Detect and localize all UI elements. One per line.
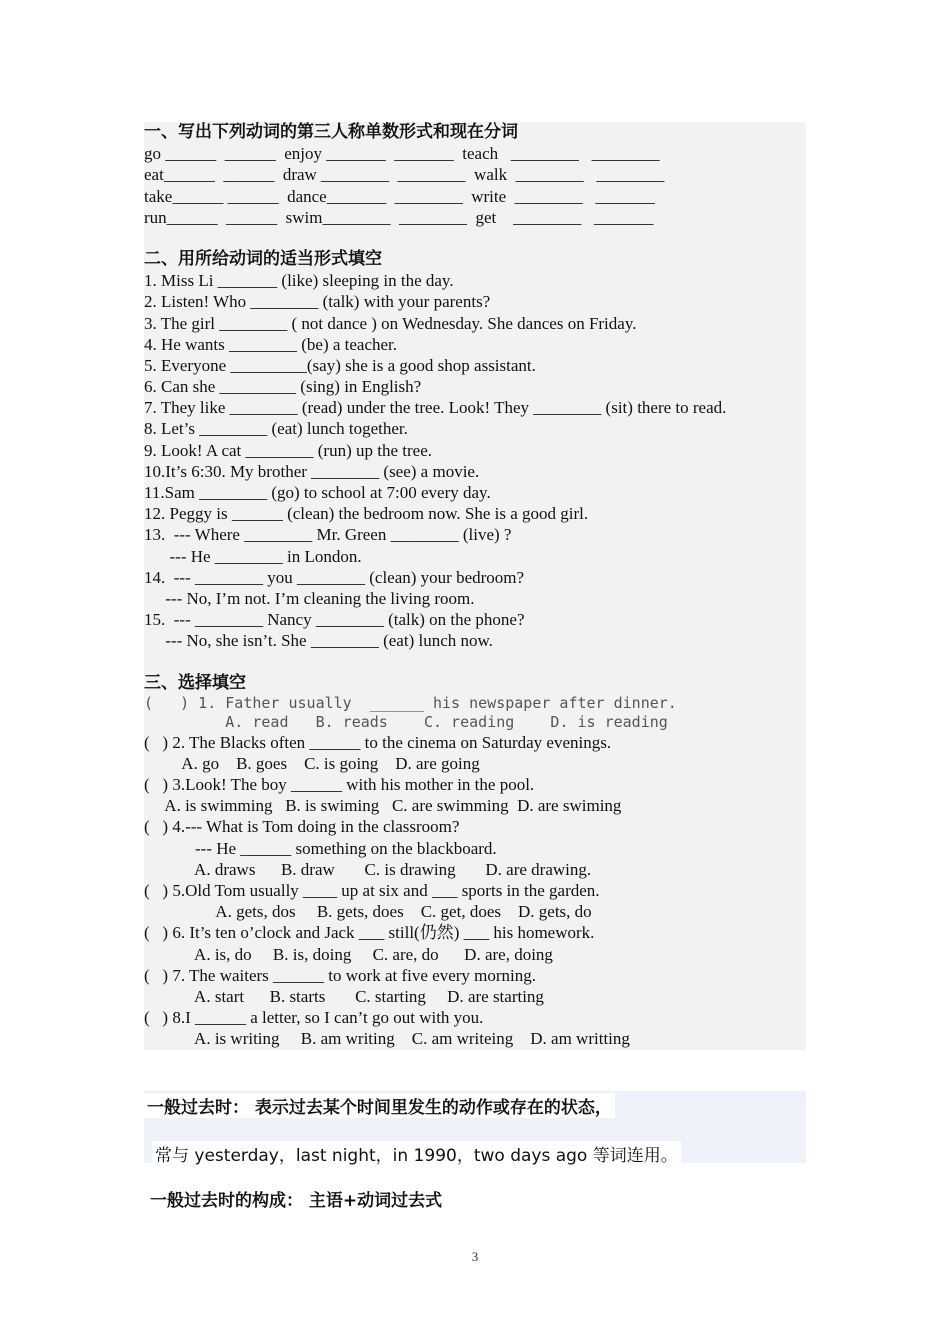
- question-line: ( ) 3.Look! The boy ______ with his mother in the pool.: [144, 775, 535, 795]
- verb-row: run______ ______ swim________ ________ get ________ _______: [144, 207, 654, 227]
- exercise-line: 2. Listen! Who ________ (talk) with your parents?: [144, 292, 491, 312]
- exercise-line: 5. Everyone _________(say) she is a good shop assistant.: [144, 355, 536, 375]
- exercise-line: 9. Look! A cat ________ (run) up the tree.: [144, 440, 432, 460]
- exercise-line: 8. Let’s ________ (eat) lunch together.: [144, 419, 408, 439]
- question-line: A. draws B. draw C. is drawing D. are drawing.: [144, 859, 592, 879]
- spacer: [144, 652, 806, 673]
- question-line: ( ) 7. The waiters ______ to work at five every morning.: [144, 965, 537, 985]
- section3-title: 三、选择填空: [144, 672, 246, 693]
- question-line: A. start B. starts C. starting D. are starting: [144, 986, 544, 1006]
- question-line: A. is swimming B. is swiming C. are swimming D. are swiming: [144, 796, 622, 816]
- verb-row: take______ ______ dance_______ ________ write ________ _______: [144, 186, 655, 206]
- exercise-line: 6. Can she _________ (sing) in English?: [144, 377, 422, 397]
- verb-row: go ______ ______ enjoy _______ _______ teach ________ ________: [144, 144, 660, 164]
- exercise-line: 11.Sam ________ (go) to school at 7:00 every day.: [144, 483, 491, 502]
- question-line: A. go B. goes C. is going D. are going: [144, 753, 480, 773]
- section2-title: 二、用所给动词的适当形式填空: [144, 248, 382, 269]
- past-tense-definition: 一般过去时： 表示过去某个时间里发生的动作或存在的状态，: [144, 1093, 615, 1118]
- exercise-line: --- No, she isn’t. She ________ (eat) lunch now.: [144, 631, 493, 651]
- question-1: ( ) 1. Father usually ______ his newspaper after dinner.: [144, 693, 677, 712]
- exercise-line: --- No, I’m not. I’m cleaning the living room.: [144, 588, 475, 608]
- exercise-line: --- He ________ in London.: [144, 546, 362, 566]
- exercise-line: 15. --- ________ Nancy ________ (talk) on the phone?: [144, 610, 525, 630]
- exercise-line: 12. Peggy is ______ (clean) the bedroom now. She is a good girl.: [144, 504, 589, 524]
- exercise-line: 13. --- Where ________ Mr. Green ________ (live) ?: [144, 525, 512, 545]
- question-line: ( ) 2. The Blacks often ______ to the cinema on Saturday evenings.: [144, 732, 612, 752]
- exercise-line: 1. Miss Li _______ (like) sleeping in the day.: [144, 271, 454, 291]
- exercise-line: 10.It’s 6:30. My brother ________ (see) a movie.: [144, 461, 480, 481]
- question-line: ( ) 5.Old Tom usually ____ up at six and ___ sports in the garden.: [144, 881, 600, 900]
- exercise-line: 3. The girl ________ ( not dance ) on Wednesday. She dances on Friday.: [144, 313, 637, 333]
- question-line: A. gets, dos B. gets, does C. get, does D. gets, do: [144, 902, 592, 922]
- question-line: ( ) 6. It’s ten o’clock and Jack ___ still(仍然) ___ his homework.: [144, 923, 595, 943]
- exercise-line: 4. He wants ________ (be) a teacher.: [144, 334, 398, 354]
- question-line: ( ) 4.--- What is Tom doing in the classroom?: [144, 817, 460, 837]
- past-tense-structure: 一般过去时的构成： 主语+动词过去式: [150, 1191, 443, 1211]
- question-line: A. is, do B. is, doing C. are, do D. are, doing: [144, 944, 553, 964]
- spacer: [144, 228, 806, 249]
- question-line: --- He ______ something on the blackboard.: [144, 838, 497, 858]
- worksheet-content: [144, 122, 806, 1050]
- section1-title: 一、写出下列动词的第三人称单数形式和现在分词: [144, 122, 518, 142]
- question-1-options: A. read B. reads C. reading D. is reading: [144, 712, 668, 731]
- question-line: A. is writing B. am writing C. am writeing D. am writting: [144, 1029, 630, 1049]
- page-number: 3: [471, 1249, 479, 1264]
- verb-row: eat______ ______ draw ________ ________ walk ________ ________: [144, 165, 665, 185]
- past-tense-usage: 常与 yesterday，last night，in 1990，two days ago 等词连用。: [152, 1141, 681, 1166]
- exercise-line: 14. --- ________ you ________ (clean) your bedroom?: [144, 567, 525, 587]
- exercise-line: 7. They like ________ (read) under the tree. Look! They ________ (sit) there to read.: [144, 398, 727, 418]
- past-tense-box: [144, 1091, 806, 1166]
- question-line: ( ) 8.I ______ a letter, so I can’t go out with you.: [144, 1008, 484, 1028]
